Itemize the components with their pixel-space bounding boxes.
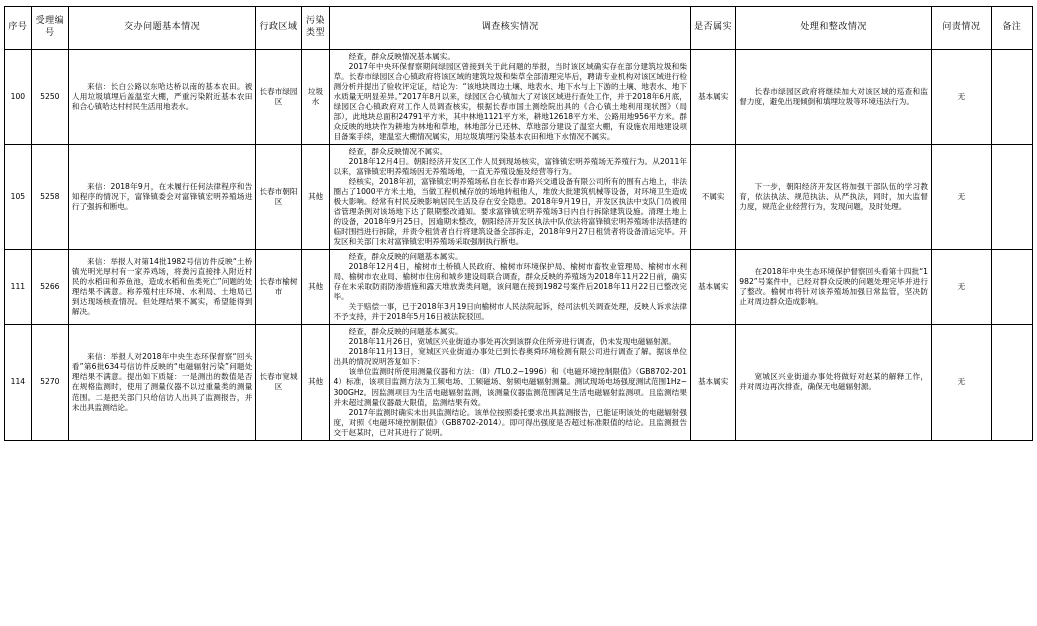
column-header-accountability: 问责情况 xyxy=(932,7,992,50)
cell-basic-situation: 来信：长白公路以东哈达桥以南的基本农田。被人用垃圾填埋后盖温室大棚，严重污染附近基本农田和合心镇哈达村村民生活用地表水。 xyxy=(68,50,255,145)
cell-pollution-type: 其他 xyxy=(301,145,330,250)
cell-remark xyxy=(991,50,1032,145)
cell-seq: 105 xyxy=(5,145,32,250)
cell-accountability: 无 xyxy=(932,325,992,440)
cell-handling: 宽城区兴业街道办事处将做好对赵某的解释工作，并对周边再次排查，确保无电磁辐射源。 xyxy=(736,325,932,440)
cell-pollution-type: 垃圾水 xyxy=(301,50,330,145)
table-row xyxy=(5,325,1033,440)
cell-pollution-type: 其他 xyxy=(301,250,330,325)
cell-case-number: 5270 xyxy=(31,325,68,440)
complaint-handling-table xyxy=(4,6,1033,441)
cell-region: 长春市宽城区 xyxy=(256,325,301,440)
cell-is-true: 基本属实 xyxy=(690,50,735,145)
cell-seq: 100 xyxy=(5,50,32,145)
column-header-case-number: 受理编号 xyxy=(31,7,68,50)
cell-accountability: 无 xyxy=(932,50,992,145)
cell-case-number: 5250 xyxy=(31,50,68,145)
column-header-handling: 处理和整改情况 xyxy=(736,7,932,50)
cell-remark xyxy=(991,325,1032,440)
column-header-basic-situation: 交办问题基本情况 xyxy=(68,7,255,50)
cell-pollution-type: 其他 xyxy=(301,325,330,440)
cell-is-true: 基本属实 xyxy=(690,250,735,325)
table-row xyxy=(5,50,1033,145)
column-header-investigation: 调查核实情况 xyxy=(330,7,691,50)
cell-remark xyxy=(991,145,1032,250)
cell-accountability: 无 xyxy=(932,250,992,325)
cell-is-true: 基本属实 xyxy=(690,325,735,440)
cell-handling: 长春市绿园区政府将继续加大对该区域的巡查和监督力度，避免出现倾倒和填埋垃圾等环境违法行为。 xyxy=(736,50,932,145)
table-row xyxy=(5,145,1033,250)
cell-is-true: 不属实 xyxy=(690,145,735,250)
column-header-pollution-type: 污染类型 xyxy=(301,7,330,50)
column-header-is-true: 是否属实 xyxy=(690,7,735,50)
column-header-seq: 序号 xyxy=(5,7,32,50)
cell-investigation: 经查，群众反映情况不属实。 2018年12月4日。朝阳经济开发区工作人员到现场核实，富锋镇宏明养殖场无养殖行为。从2011年以来，富锋镇宏明养殖场因无养殖场地，一直无养殖设施及经营等行为。 经核实，2018年初，富锋镇宏明养殖场私自在长春市路兴交通设备有限公司所有的围有占地上，非法圈占了1000平方米土地，当做工程机械存放的场地转租他人，堆放大批建筑机械等设备，对环境卫生造成极大影响。经常有村民反映影响居民生活及存在安全隐患。2018年9月19日，开发区执法中支队门员被用省管理条例对该场地下达了限期整改通知。要求富锋镇宏明养殖场3日内自行拆除建筑设施。清理土地上的设备，2018年9月25日，因逾期未整改，朝阳经济开发区执法中队依法将富锋镇宏明养殖场非法搭建的临时围挡进行拆除，并责令租赁者自行将建筑设备全部拆走，2018年9月27日租赁者将设备清运完毕。开发区和关部门未对富锋镇宏明养殖场采取强制执行断电。 xyxy=(330,145,691,250)
cell-basic-situation: 来信：举报人对2018年中央生态环保督察“回头看”第6批634号信访件反映的“电磁辐射污染”问题处理结果不满意。提出如下质疑：一是测出的数值是否在规格监测时，使用了测量仪器不以过重量类的测量范围。二是把关部门只给信访人出具了监测报告，并未出具监测结论。 xyxy=(68,325,255,440)
cell-handling: 在2018年中央生态环境保护督察回头看第十四批“1982”号案件中，已经对群众反映的问题处理完毕并进行了整改。榆树市将针对该养殖场加强日常监管，坚决防止对周边群众造成影响。 xyxy=(736,250,932,325)
cell-accountability: 无 xyxy=(932,145,992,250)
cell-handling: 下一步，朝阳经济开发区将加强干部队伍的学习教育，依法执法、规范执法、从严执法，同时，加大监督力度，规范企业经营行为，发现问题，及时处理。 xyxy=(736,145,932,250)
table-header-row xyxy=(5,7,1033,50)
cell-investigation: 经查，群众反映情况基本属实。 2017年中央环保督察期间绿园区曾接到关于此问题的举报，当时该区域确实存在部分建筑垃圾和柴草。长春市绿园区合心镇政府将该区域的建筑垃圾和柴草全部清理完毕后，聘请专业机构对该区域进行检测分析并提出了验收评定证，结论为：“该地块周边土壤、地表水、地下水与上下游的土壤、地表水、地下水质量无明显差异。”2017年8月以来，绿园区合心镇加大了对该区域进行查处工作，并于2018年6月底，绿园区合心镇政府对工作人员调查核实，根据长春市国土测绘院出具的《合心镇土地利用现状图》（局部），此地块总面积24791平方米，其中林地1121平方米，耕地12618平方米、公路用地956平方米。群众反映的地块作为耕地为林地和草地，林地部分已还林、草地部分建设了温室大棚，有设施农用地建设项目备案手续，建温室大棚情况属实，用垃圾填埋污染基本农田和地下水情况不属实。 xyxy=(330,50,691,145)
cell-remark xyxy=(991,250,1032,325)
column-header-remark: 备注 xyxy=(991,7,1032,50)
cell-investigation: 经查，群众反映的问题基本属实。 2018年12月4日，榆树市土桥镇人民政府、榆树市环境保护局、榆树市畜牧业管理局、榆树市水利局、榆树市农业局、榆树市住房和城乡建设局联合调查，群众反映的养殖场为2018年11月22日前，确实存在未采取防雨防渗措施和露天堆放粪类问题，该问题在接到1982号案件后2018年11月22日已整改完毕。 关于赔偿一事，已于2018年3月19日向榆树市人民法院起诉，经司法机关调查处理，反映人诉求法律不予支持，并于2018年5月16日被法院驳回。 xyxy=(330,250,691,325)
table-row xyxy=(5,250,1033,325)
cell-seq: 114 xyxy=(5,325,32,440)
cell-basic-situation: 来信：举报人对第14批1982号信访件反映“土桥镇光明光厚村有一家养鸡场，将粪污直接排入附近村民的水稻田和养鱼池，造成水稻和鱼类死亡”问题的处理结果不满意。称养殖村庄环境、水利局、土地局已到达现场核查情况。但处理结果不属实，希望能得到解决。 xyxy=(68,250,255,325)
cell-region: 长春市榆树市 xyxy=(256,250,301,325)
cell-region: 长春市朝阳区 xyxy=(256,145,301,250)
cell-case-number: 5266 xyxy=(31,250,68,325)
cell-seq: 111 xyxy=(5,250,32,325)
cell-case-number: 5258 xyxy=(31,145,68,250)
cell-region: 长春市绿园区 xyxy=(256,50,301,145)
cell-investigation: 经查，群众反映的问题基本属实。 2018年11月26日，宽城区兴业街道办事处再次到该群众住所旁进行调查，仍未发现电磁辐射源。 2018年11月13日，宽城区兴业街道办事处已到长春奥舜环境检测有限公司进行调查了解。据该单位出具的情况说明答复如下： 该单位监测时所使用测量仪器和方法：（Ⅱ）/TL0.2~1996）和《电磁环境控制限值》（GB8702-2014）标准，该项目监测方法为工频电场、工频磁场、射频电磁辐射测量。测试现场电场强度测试范围1Hz~300GHz。因监测项目为生活电磁辐射监测，该测量仪器监测范围满足生活电磁辐射监测项。且监测结果并未超过测量仪器最大限值，监测结果有效。 2017年监测时确实未出具监测结论。该单位按照委托要求出具监测报告，已能证明该处的电磁辐射强度，对照《电磁环境控制限值》（GB8702-2014）。即可得出强度是否超过标准限值的结论。且监测报告交于赵某时，已对其进行了说明。 xyxy=(330,325,691,440)
column-header-region: 行政区域 xyxy=(256,7,301,50)
cell-basic-situation: 来信：2018年9月，在未履行任何法律程序和告知程序的情况下，富锋镇委会对富锋镇宏明养殖场进行了强拆和断电。 xyxy=(68,145,255,250)
